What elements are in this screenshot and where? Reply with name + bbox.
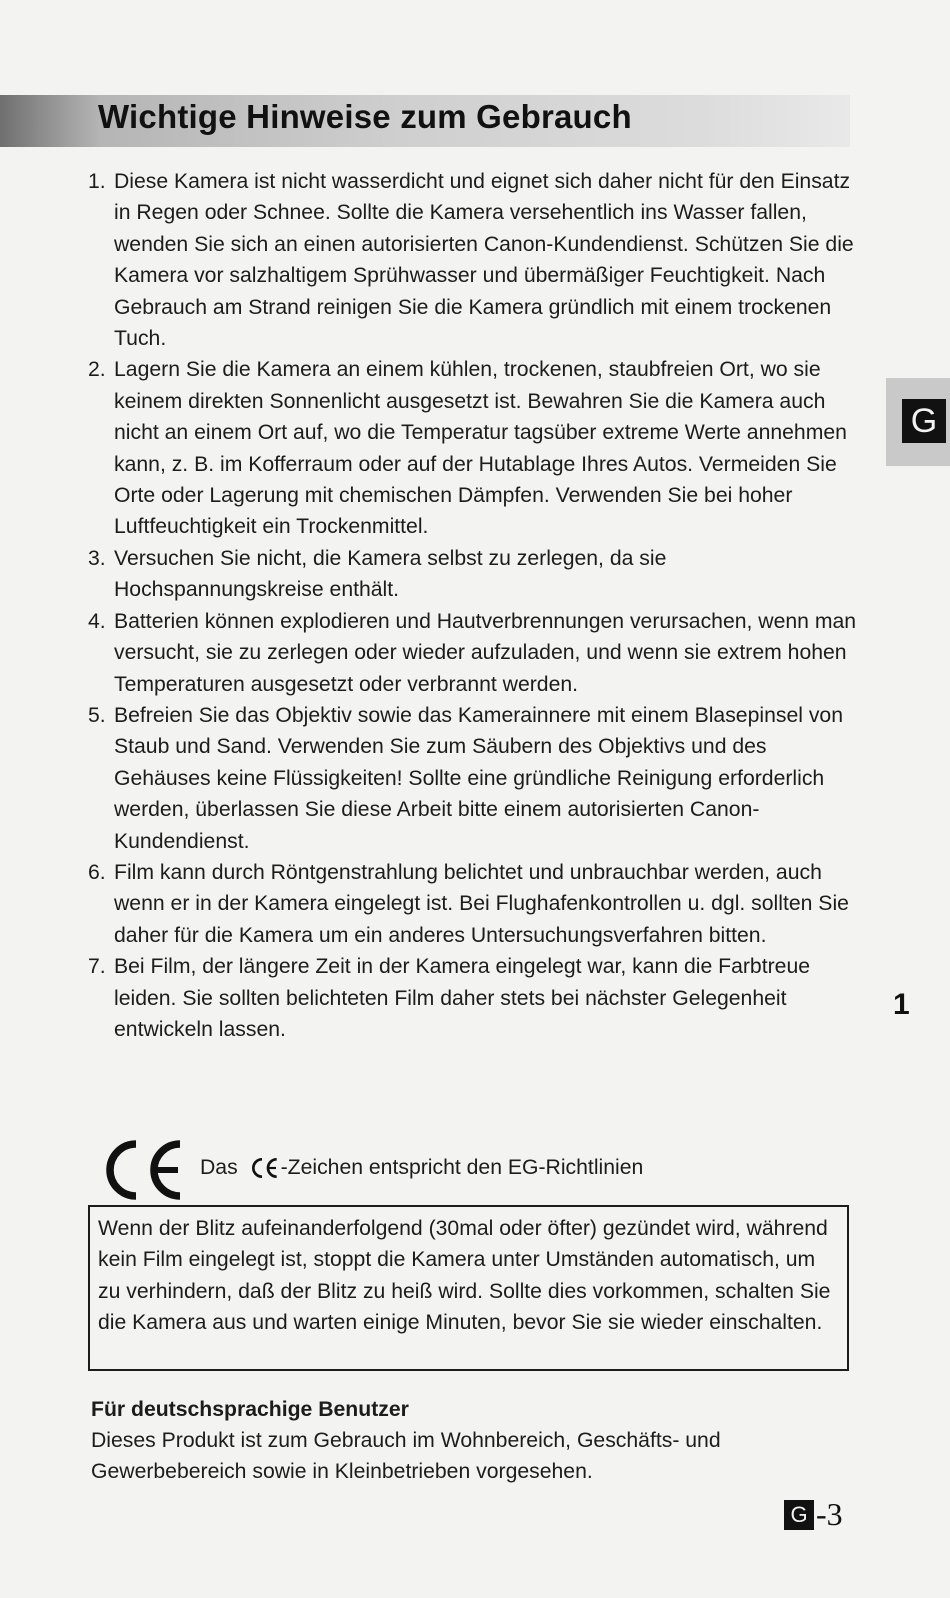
flash-notice-text: Wenn der Blitz aufeinanderfolgend (30mal oder öfter) gezündet wird, während kein Film eingelegt ist, stoppt die Kamera unter Umständen automatisch, um zu verhindern, daß der Blitz zu heiß wird. Sollte dies vorkommen, schalten Sie die Kamera aus und warten einige Minuten, bevor Sie sie wieder einschalten. <box>98 1217 831 1335</box>
page-number <box>784 1496 843 1532</box>
list-item <box>88 166 858 354</box>
item-text: Diese Kamera ist nicht wasserdicht und eignet sich daher nicht für den Einsatz in Regen oder Schnee. Sollte die Kamera versehentlich ins Wasser fallen, wenden Sie sich an einen autorisierten Canon-Kundendienst. Schützen Sie die Kamera vor salzhaltigem Sprühwasser und übermäßiger Feuchtigkeit. Nach Gebrauch am Strand reinigen Sie die Kamera gründlich mit einem trockenen Tuch. <box>114 170 854 351</box>
item-text: Versuchen Sie nicht, die Kamera selbst zu zerlegen, da sie Hochspannungskreise enthält. <box>114 546 667 602</box>
list-item <box>88 354 858 542</box>
item-text: Befreien Sie das Objektiv sowie das Kamerainnere mit einem Blasepinsel von Staub und Sand. Verwenden Sie zum Säubern des Objektivs und des Gehäuses keine Flüssigkeiten! Sollte eine gründliche Reinigung erforderlich werden, überlassen Sie diese Arbeit bitte einem autorisierten Canon-Kundendienst. <box>114 703 843 853</box>
german-users-heading: Für deutschsprachige Benutzer <box>91 1398 409 1421</box>
german-users-section <box>91 1394 861 1487</box>
item-number: 3. <box>88 546 106 570</box>
item-text: Film kann durch Röntgenstrahlung belichtet und unbrauchbar werden, auch wenn er in der Kamera eingelegt ist. Bei Flughafenkontrollen u. dgl. sollten Sie daher für die Kamera um ein anderes Untersuchungsverfahren bitten. <box>114 860 849 947</box>
item-number: 1. <box>88 170 106 193</box>
item-number: 7. <box>88 955 106 979</box>
ce-statement <box>100 1140 860 1200</box>
list-item <box>88 951 858 1045</box>
item-number: 5. <box>88 703 106 727</box>
list-item <box>88 700 858 857</box>
page-title: Wichtige Hinweise zum Gebrauch <box>98 98 632 135</box>
ce-text <box>200 1156 643 1180</box>
ce-mark-small-icon <box>250 1158 278 1178</box>
ce-text-before: Das <box>200 1156 238 1179</box>
german-users-text: Dieses Produkt ist zum Gebrauch im Wohnbereich, Geschäfts- und Gewerbebereich sowie in Kleinbetrieben vorgesehen. <box>91 1429 721 1483</box>
flash-notice-box <box>88 1205 849 1371</box>
ce-mark-icon <box>100 1140 184 1200</box>
list-item <box>88 606 858 700</box>
item-number: 2. <box>88 358 106 382</box>
item-text: Batterien können explodieren und Hautverbrennungen verursachen, wenn man versucht, sie zu zerlegen oder wieder aufzuladen, und wenn sie extrem hohen Temperaturen ausgesetzt oder verbrannt werden. <box>114 609 857 696</box>
page-number-badge: G <box>784 1500 814 1530</box>
page-number-suffix: -3 <box>816 1496 843 1532</box>
ce-text-after: -Zeichen entspricht den EG-Richtlinien <box>280 1156 644 1179</box>
side-page-marker: 1 <box>893 988 910 1021</box>
notes-list <box>88 166 858 1045</box>
item-number: 6. <box>88 860 106 884</box>
item-text: Lagern Sie die Kamera an einem kühlen, trockenen, staubfreien Ort, wo sie keinem direkten Sonnenlicht ausgesetzt ist. Bewahren Sie die Kamera auch nicht an einem Ort auf, wo die Temperatur tagsüber extreme Werte annehmen kann, z. B. im Kofferraum oder auf der Hutablage Ihres Autos. Vermeiden Sie Orte oder Lagerung mit chemischen Dämpfen. Verwenden Sie bei hoher Luftfeuchtigkeit ein Trockenmittel. <box>114 358 847 539</box>
list-item <box>88 857 858 951</box>
list-item <box>88 543 858 606</box>
side-tab-letter: G <box>902 399 946 443</box>
item-text: Bei Film, der längere Zeit in der Kamera eingelegt war, kann die Farbtreue leiden. Sie sollten belichteten Film daher stets bei nächster Gelegenheit entwickeln lassen. <box>114 955 811 1041</box>
item-number: 4. <box>88 609 106 633</box>
